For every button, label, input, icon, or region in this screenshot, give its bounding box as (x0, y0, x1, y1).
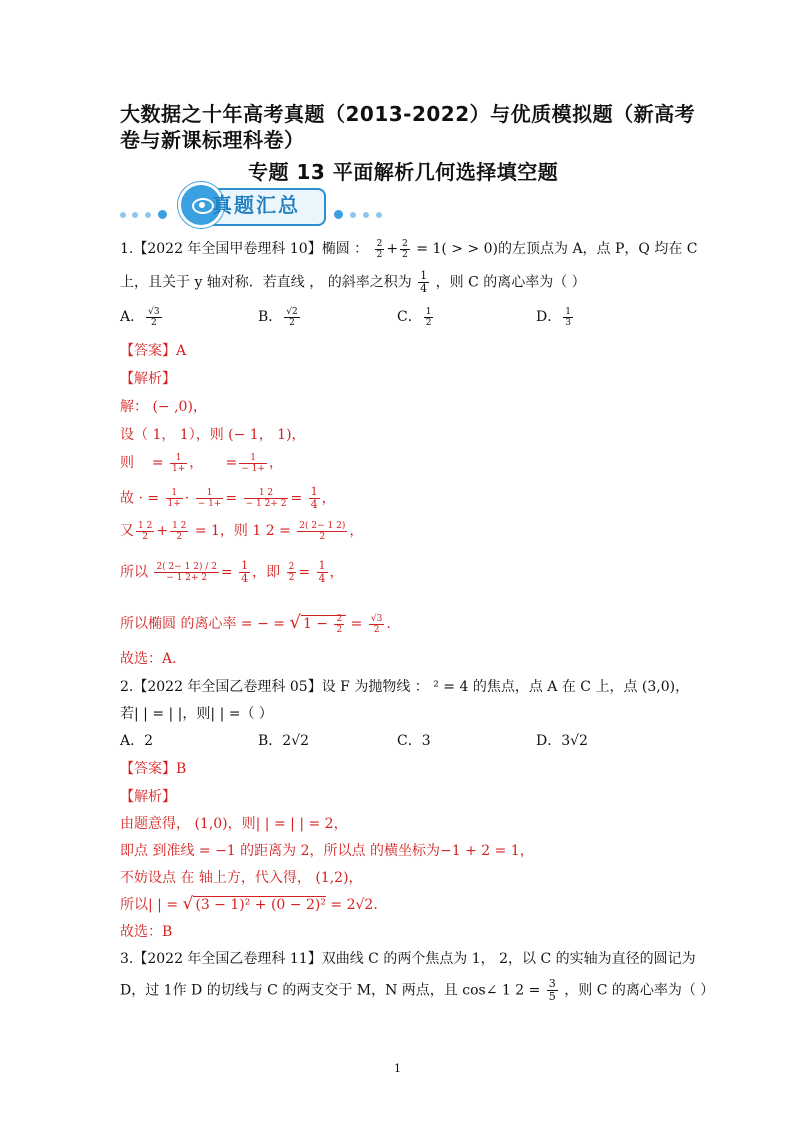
title-line-1: 大数据之十年高考真题（2013-2022）与优质模拟题（新高考 (120, 102, 696, 126)
deco-dot (158, 210, 167, 219)
q3-line-1: 3.【2022 年全国乙卷理科 11】双曲线 C 的两个焦点为 1， 2，以 C 的实轴为直径的圆记为 (120, 951, 696, 967)
deco-dot (132, 212, 138, 218)
q1-option-a: A． $\frac{√3}{2}$ (120, 306, 160, 328)
q2-solution-1: 由题意得， (1,0)，则| | = | | = 2， (120, 816, 348, 832)
q1-option-b: B． $\frac{√2}{2}$ (258, 306, 298, 328)
q1-solution-7: 所以椭圆 的离心率 = − = √ 1 − $\frac{2}{2}$ = $\frac{√3}{2}$ . (120, 612, 391, 635)
q1-option-c: C． $\frac{1}{2}$ (397, 306, 432, 328)
deco-dot (350, 212, 356, 218)
deco-dot (334, 210, 343, 219)
deco-dot (363, 212, 369, 218)
q1-solution-2: 设（ 1， 1），则 (− 1， 1)， (120, 427, 306, 443)
title-line-2: 卷与新课标理科卷） (120, 128, 305, 152)
q3-line-2: D，过 1作 D 的切线与 C 的两支交于 M，N 两点，且 cos∠ 1 2 = $\frac{3}{5}$ ，则 C 的离心率为（ ） (120, 977, 715, 1003)
q1-analysis-label: 【解析】 (120, 371, 176, 387)
q1-solution-5: 又 $\frac{1 2}{2}$ + $\frac{1 2}{2}$ = 1，则 1 2 = $\frac{2( 2- 1 2)}{2}$ ， (120, 520, 364, 542)
q2-option-a: A．2 (120, 733, 154, 749)
q2-line-2: 若| | = | |，则| | =（ ） (120, 706, 273, 722)
q1-solution-6: 所以 $\frac{2( 2- 1 2) / 2}{- 1 2+ 2}$ = $\frac{1}{4}$ ，即 $\frac{2}{2}$ = $\frac{1}{4}$ ， (120, 559, 344, 585)
deco-dot (120, 212, 126, 218)
subtitle: 专题 13 平面解析几何选择填空题 (248, 160, 559, 184)
section-badge-label: 真题汇总 (212, 193, 300, 217)
q1-line-1: 1.【2022 年全国甲卷理科 10】椭圆 ： $\frac{2}{2}$ + $\frac{2}{2}$ = 1( > > 0)的左顶点为 A，点 P，Q 均在 C (120, 238, 698, 260)
q2-solution-4: 所以| | = √ (3 − 1)² + (0 − 2)² = 2√2. (120, 894, 378, 914)
q1-choose: 故选：A． (120, 651, 187, 667)
deco-dot (145, 212, 151, 218)
q2-analysis-label: 【解析】 (120, 789, 176, 805)
q2-line-1: 2.【2022 年全国乙卷理科 05】设 F 为抛物线 ： ² = 4 的焦点，点 A 在 C 上，点 (3,0)， (120, 679, 690, 695)
q1-line-2: 上，且关于 y 轴对称．若直线 ， 的斜率之积为 $\frac{1}{4}$ ，则 C 的离心率为（ ） (120, 269, 586, 295)
q1-solution-4: 故 · = $\frac{1}{1+}$ · $\frac{1}{- 1+}$ = $\frac{1 2}{- 1 2+ 2}$ = $\frac{1}{4}$ ， (120, 485, 336, 511)
q2-option-c: C．3 (397, 733, 431, 749)
q2-solution-2: 即点 到准线 = −1 的距离为 2，所以点 的横坐标为−1 + 2 = 1， (120, 843, 534, 859)
q2-option-d: D．3√2 (536, 733, 588, 749)
q2-choose: 故选：B (120, 924, 173, 940)
q1-answer: 【答案】A (120, 343, 187, 359)
q2-option-b: B．2√2 (258, 733, 310, 749)
page-number: 1 (394, 1062, 401, 1075)
q1-option-d: D． $\frac{1}{3}$ (536, 306, 571, 328)
deco-dot (376, 212, 382, 218)
q1-solution-1: 解： (− ,0)， (120, 399, 207, 415)
q2-solution-3: 不妨设点 在 轴上方，代入得， (1,2)， (120, 870, 363, 886)
q2-answer: 【答案】B (120, 761, 187, 777)
q1-solution-3: 则 = $\frac{1}{1+}$ ， = $\frac{1}{- 1+}$ ， (120, 452, 283, 474)
